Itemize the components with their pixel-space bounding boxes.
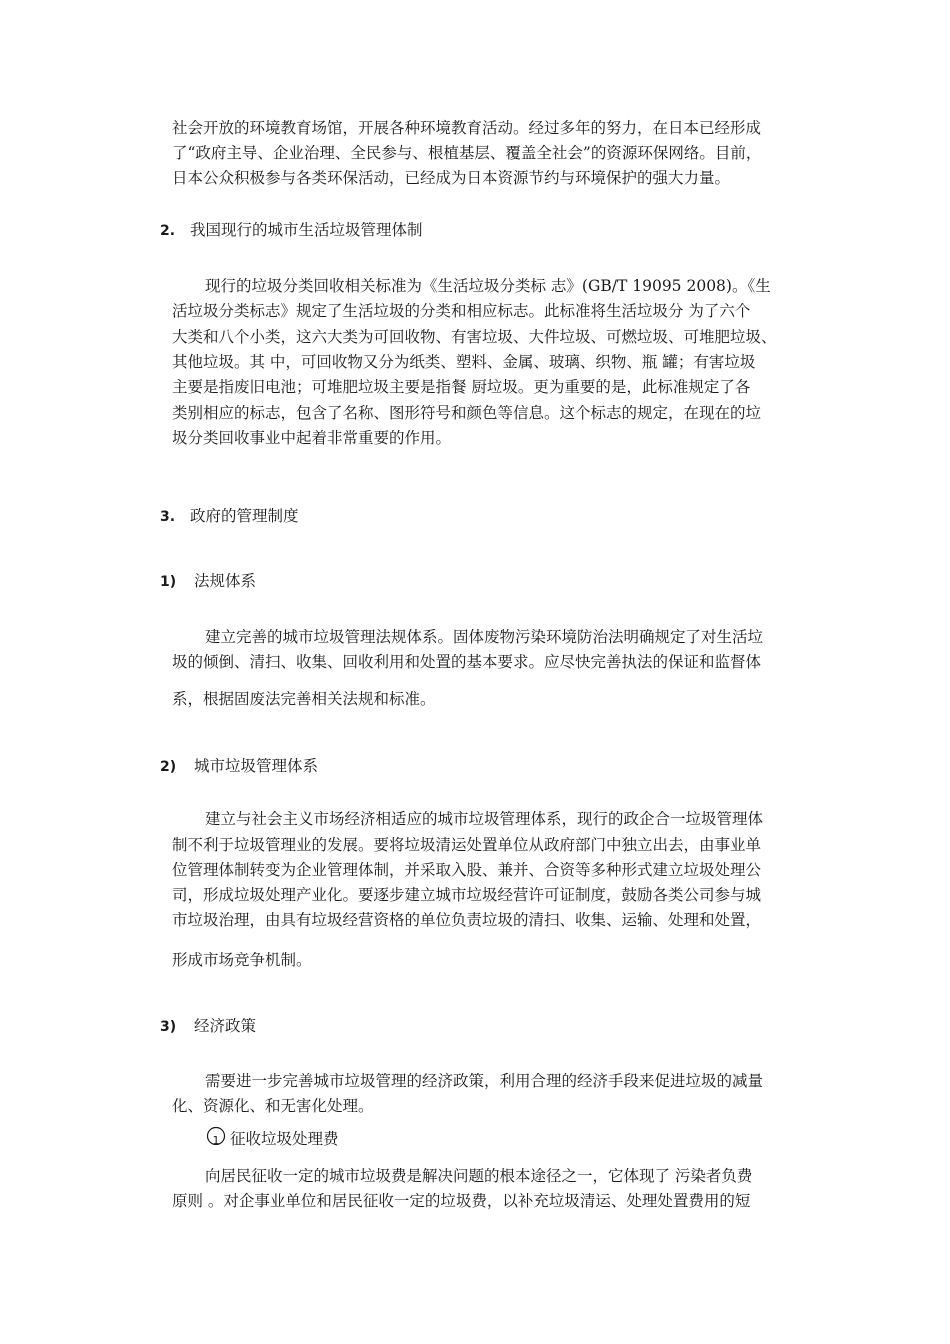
subsection-2-line-1: 建立与社会主义市场经济相适应的城市垃圾管理体系，现行的政企合一垃圾管理体 xyxy=(205,810,764,828)
intro-line-3: 日本公众积极参与各类环保活动，已经成为日本资源节约与环境保护的强大力量。 xyxy=(172,169,731,187)
subsection-2-line-6: 形成市场竞争机制。 xyxy=(172,951,312,969)
section-2-line-6: 类别相应的标志，包含了名称、图形符号和颜色等信息。这个标志的规定，在现在的垃 xyxy=(172,404,762,422)
subsection-3-number: 3) xyxy=(160,1019,177,1035)
subsection-1-heading xyxy=(160,571,256,592)
section-2-line-3: 大类和八个小类，这六大类为可回收物、有害垃圾、大件垃圾、可燃垃圾、可堆肥垃圾、 xyxy=(172,328,777,346)
circled-one-icon xyxy=(205,1126,227,1154)
fee-bullet-item xyxy=(205,1126,339,1154)
subsection-2-line-5: 市垃圾治理，由具有垃圾经营资格的单位负责垃圾的清扫、收集、运输、处理和处置， xyxy=(172,911,762,929)
svg-text:1: 1 xyxy=(212,1134,220,1147)
section-2-line-5: 主要是指废旧电池；可堆肥垃圾主要是指餐 厨垃圾。更为重要的是，此标准规定了各 xyxy=(172,378,751,396)
section-3-heading xyxy=(160,506,299,527)
intro-line-2: 了“政府主导、企业治理、全民参与、根植基层、覆盖全社会”的资源环保网络。目前， xyxy=(172,144,762,162)
section-2-heading xyxy=(160,220,423,241)
section-2-line-2: 活垃圾分类标志》规定了生活垃圾的分类和相应标志。此标准将生活垃圾分 为了六个 xyxy=(172,302,751,320)
section-2-line-7: 圾分类回收事业中起着非常重要的作用。 xyxy=(172,429,452,447)
subsection-3-line-1: 需要进一步完善城市垃圾管理的经济政策，利用合理的经济手段来促进垃圾的减量 xyxy=(205,1072,764,1090)
section-2-line-1: 现行的垃圾分类回收相关标准为《生活垃圾分类标 志》(GB/T 19095 2008)。《生 xyxy=(205,277,771,295)
subsection-2-line-3: 位管理体制转变为企业管理体制，并采取入股、兼并、合资等多种形式建立垃圾处理公 xyxy=(172,861,762,879)
subsection-2-heading xyxy=(160,756,318,777)
subsection-3-line-2: 化、资源化、和无害化处理。 xyxy=(172,1097,374,1115)
subsection-2-number: 2) xyxy=(160,759,177,775)
subsection-3-heading xyxy=(160,1016,256,1037)
subsection-2-line-2: 制不利于垃圾管理业的发展。要将垃圾清运处置单位从政府部门中独立出去，由事业单 xyxy=(172,836,762,854)
subsection-2-title: 城市垃圾管理体系 xyxy=(194,757,319,775)
subsection-3-after-line-2: 原则 。对企事业单位和居民征收一定的垃圾费，以补充垃圾清运、处理处置费用的短 xyxy=(172,1192,751,1210)
intro-line-1: 社会开放的环境教育场馆，开展各种环境教育活动。经过多年的努力，在日本已经形成 xyxy=(172,119,762,137)
subsection-2-line-4: 司，形成垃圾处理产业化。要逐步建立城市垃圾经营许可证制度，鼓励各类公司参与城 xyxy=(172,886,762,904)
subsection-1-line-1: 建立完善的城市垃圾管理法规体系。固体废物污染环境防治法明确规定了对生活垃 xyxy=(205,628,764,646)
subsection-1-line-2: 圾的倾倒、清扫、收集、回收利用和处置的基本要求。应尽快完善执法的保证和监督体 xyxy=(172,653,762,671)
subsection-3-after-line-1: 向居民征收一定的城市垃圾费是解决问题的根本途径之一，它体现了 污染者负费 xyxy=(205,1167,753,1185)
subsection-1-number: 1) xyxy=(160,574,177,590)
section-2-line-4: 其他垃圾。其 中，可回收物又分为纸类、塑料、金属、玻璃、织物、瓶 罐；有害垃圾 xyxy=(172,353,756,371)
fee-bullet-label: 征收垃圾处理费 xyxy=(230,1130,339,1148)
subsection-1-title: 法规体系 xyxy=(194,572,257,590)
subsection-3-title: 经济政策 xyxy=(194,1017,257,1035)
section-3-title: 政府的管理制度 xyxy=(190,507,299,525)
section-2-number: 2. xyxy=(160,223,176,239)
section-3-number: 3. xyxy=(160,509,176,525)
section-2-title: 我国现行的城市生活垃圾管理体制 xyxy=(190,221,423,239)
subsection-1-line-3: 系，根据固废法完善相关法规和标准。 xyxy=(172,690,436,708)
